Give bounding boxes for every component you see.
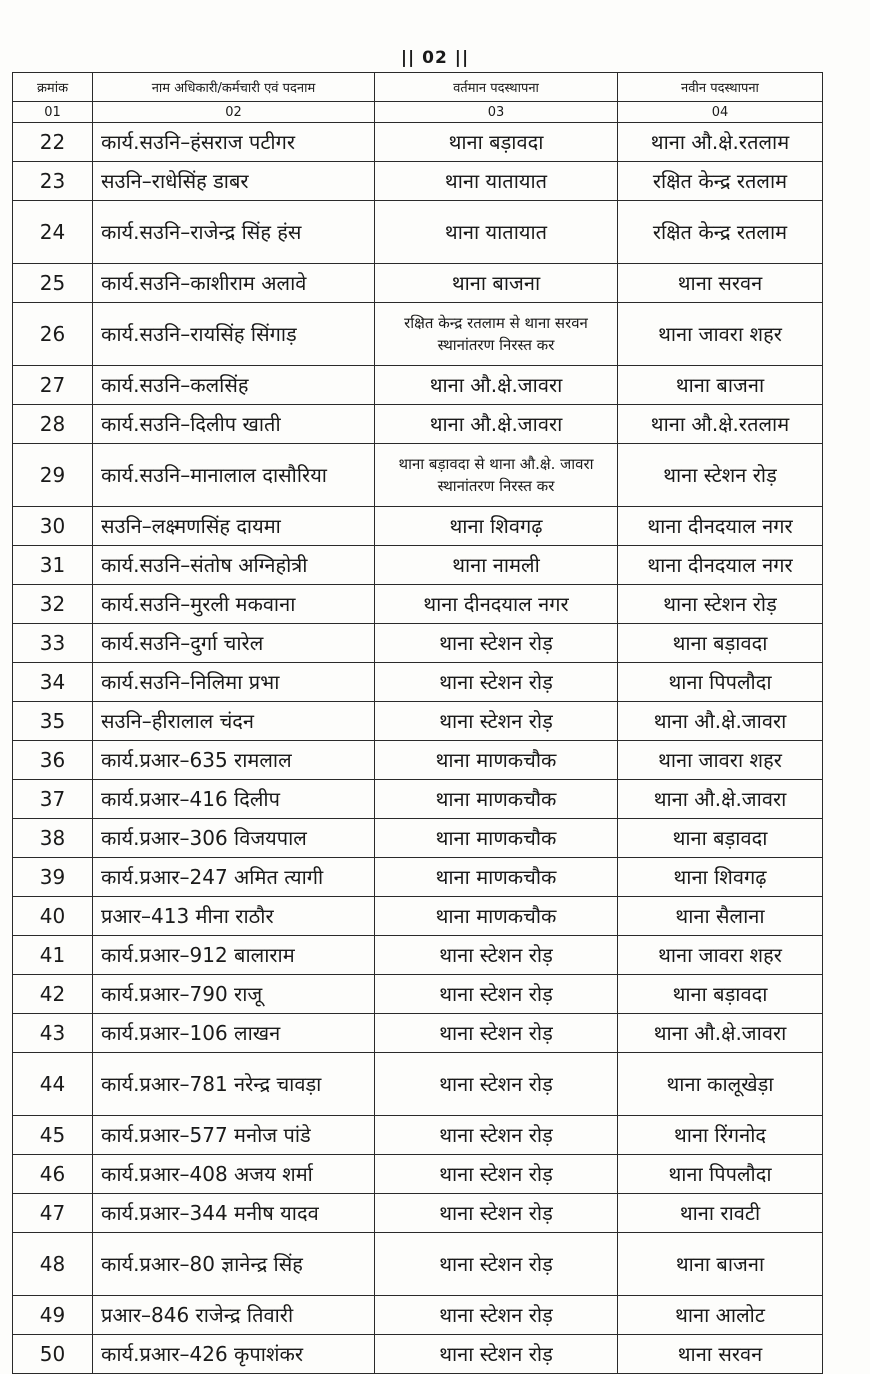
header-new-posting: नवीन पदस्थापना [618, 73, 823, 102]
officer-name-cell: प्रआर–846 राजेन्द्र तिवारी [93, 1296, 375, 1335]
serial-number-cell: 45 [13, 1116, 93, 1155]
serial-number-cell: 30 [13, 507, 93, 546]
serial-number-cell: 47 [13, 1194, 93, 1233]
serial-number-cell: 39 [13, 858, 93, 897]
new-posting-cell: थाना बड़ावदा [618, 975, 823, 1014]
column-number: 03 [375, 102, 618, 123]
header-serial: क्रमांक [13, 73, 93, 102]
current-posting-cell: थाना स्टेशन रोड़ [375, 1296, 618, 1335]
new-posting-cell: थाना जावरा शहर [618, 303, 823, 366]
serial-number-cell: 46 [13, 1155, 93, 1194]
table-row [13, 123, 823, 162]
current-posting-cell: थाना माणकचौक [375, 858, 618, 897]
officer-name-cell: कार्य.सउनि–निलिमा प्रभा [93, 663, 375, 702]
serial-number-cell: 38 [13, 819, 93, 858]
serial-number-cell: 28 [13, 405, 93, 444]
officer-name-cell: कार्य.प्रआर–577 मनोज पांडे [93, 1116, 375, 1155]
officer-name-cell: कार्य.सउनि–राजेन्द्र सिंह हंस [93, 201, 375, 264]
new-posting-cell: थाना रिंगनोद [618, 1116, 823, 1155]
header-name: नाम अधिकारी/कर्मचारी एवं पदनाम [93, 73, 375, 102]
table-row [13, 858, 823, 897]
current-posting-cell: थाना शिवगढ़ [375, 507, 618, 546]
current-posting-cell: थाना स्टेशन रोड़ [375, 1014, 618, 1053]
officer-name-cell: कार्य.प्रआर–247 अमित त्यागी [93, 858, 375, 897]
posting-note: थाना बड़ावदा से थाना औ.क्षे. जावरा स्थानांतरण निरस्त कर [398, 455, 594, 495]
new-posting-cell: थाना शिवगढ़ [618, 858, 823, 897]
officer-name-cell: कार्य.प्रआर–344 मनीष यादव [93, 1194, 375, 1233]
current-posting-cell: थाना स्टेशन रोड़ [375, 1155, 618, 1194]
serial-number-cell: 25 [13, 264, 93, 303]
new-posting-cell: थाना औ.क्षे.जावरा [618, 1014, 823, 1053]
table-row [13, 405, 823, 444]
current-posting-cell [375, 303, 618, 366]
current-posting-cell: थाना बड़ावदा [375, 123, 618, 162]
officer-name-cell: कार्य.प्रआर–790 राजू [93, 975, 375, 1014]
table-row [13, 741, 823, 780]
new-posting-cell: थाना दीनदयाल नगर [618, 507, 823, 546]
officer-name-cell: कार्य.प्रआर–106 लाखन [93, 1014, 375, 1053]
officer-name-cell: कार्य.प्रआर–912 बालाराम [93, 936, 375, 975]
table-row [13, 1194, 823, 1233]
officer-name-cell: सउनि–हीरालाल चंदन [93, 702, 375, 741]
serial-number-cell: 33 [13, 624, 93, 663]
serial-number-cell: 44 [13, 1053, 93, 1116]
table-row [13, 624, 823, 663]
officer-name-cell: कार्य.प्रआर–306 विजयपाल [93, 819, 375, 858]
new-posting-cell: थाना बाजना [618, 366, 823, 405]
table-row [13, 1296, 823, 1335]
serial-number-cell: 50 [13, 1335, 93, 1374]
table-row [13, 936, 823, 975]
serial-number-cell: 48 [13, 1233, 93, 1296]
current-posting-cell: थाना माणकचौक [375, 819, 618, 858]
officer-name-cell: कार्य.प्रआर–408 अजय शर्मा [93, 1155, 375, 1194]
current-posting-cell: थाना स्टेशन रोड़ [375, 936, 618, 975]
officer-name-cell: कार्य.सउनि–हंसराज पटीगर [93, 123, 375, 162]
new-posting-cell: थाना स्टेशन रोड़ [618, 444, 823, 507]
new-posting-cell: थाना जावरा शहर [618, 936, 823, 975]
table-body [13, 102, 823, 1374]
current-posting-cell: थाना यातायात [375, 201, 618, 264]
column-number: 04 [618, 102, 823, 123]
posting-note: रक्षित केन्द्र रतलाम से थाना सरवन स्थानांतरण निरस्त कर [404, 314, 588, 354]
table-row [13, 264, 823, 303]
column-number-row [13, 102, 823, 123]
current-posting-cell: थाना स्टेशन रोड़ [375, 1233, 618, 1296]
table-row [13, 819, 823, 858]
officer-name-cell: कार्य.सउनि–रायसिंह सिंगाड़ [93, 303, 375, 366]
officer-name-cell: कार्य.सउनि–दुर्गा चारेल [93, 624, 375, 663]
officer-name-cell: कार्य.सउनि–काशीराम अलावे [93, 264, 375, 303]
officer-name-cell: प्रआर–413 मीना राठौर [93, 897, 375, 936]
table-row [13, 975, 823, 1014]
serial-number-cell: 27 [13, 366, 93, 405]
current-posting-cell: थाना स्टेशन रोड़ [375, 702, 618, 741]
serial-number-cell: 34 [13, 663, 93, 702]
serial-number-cell: 41 [13, 936, 93, 975]
column-number: 01 [13, 102, 93, 123]
current-posting-cell: थाना स्टेशन रोड़ [375, 975, 618, 1014]
new-posting-cell: थाना रावटी [618, 1194, 823, 1233]
new-posting-cell: थाना औ.क्षे.जावरा [618, 702, 823, 741]
table-row [13, 444, 823, 507]
officer-name-cell: सउनि–लक्ष्मणसिंह दायमा [93, 507, 375, 546]
table-row [13, 1155, 823, 1194]
table-row [13, 366, 823, 405]
officer-name-cell: कार्य.प्रआर–426 कृपाशंकर [93, 1335, 375, 1374]
current-posting-cell: थाना स्टेशन रोड़ [375, 663, 618, 702]
table-row [13, 897, 823, 936]
new-posting-cell: रक्षित केन्द्र रतलाम [618, 162, 823, 201]
table-row [13, 780, 823, 819]
new-posting-cell: थाना बड़ावदा [618, 624, 823, 663]
serial-number-cell: 43 [13, 1014, 93, 1053]
table-row [13, 1335, 823, 1374]
serial-number-cell: 37 [13, 780, 93, 819]
serial-number-cell: 29 [13, 444, 93, 507]
current-posting-cell: थाना माणकचौक [375, 741, 618, 780]
new-posting-cell: थाना औ.क्षे.रतलाम [618, 405, 823, 444]
table-row [13, 1116, 823, 1155]
officer-name-cell: कार्य.सउनि–संतोष अग्निहोत्री [93, 546, 375, 585]
serial-number-cell: 36 [13, 741, 93, 780]
table-row [13, 1233, 823, 1296]
table-row [13, 507, 823, 546]
new-posting-cell: थाना औ.क्षे.जावरा [618, 780, 823, 819]
officer-name-cell: कार्य.सउनि–मुरली मकवाना [93, 585, 375, 624]
officer-name-cell: कार्य.सउनि–दिलीप खाती [93, 405, 375, 444]
serial-number-cell: 42 [13, 975, 93, 1014]
serial-number-cell: 26 [13, 303, 93, 366]
serial-number-cell: 24 [13, 201, 93, 264]
transfer-table [12, 72, 823, 1374]
officer-name-cell: कार्य.सउनि–कलसिंह [93, 366, 375, 405]
new-posting-cell: थाना औ.क्षे.रतलाम [618, 123, 823, 162]
new-posting-cell: थाना स्टेशन रोड़ [618, 585, 823, 624]
new-posting-cell: रक्षित केन्द्र रतलाम [618, 201, 823, 264]
new-posting-cell: थाना सैलाना [618, 897, 823, 936]
new-posting-cell: थाना सरवन [618, 264, 823, 303]
officer-name-cell: कार्य.प्रआर–635 रामलाल [93, 741, 375, 780]
header-row [13, 73, 823, 102]
table-row [13, 702, 823, 741]
serial-number-cell: 23 [13, 162, 93, 201]
current-posting-cell: थाना स्टेशन रोड़ [375, 1335, 618, 1374]
current-posting-cell: थाना औ.क्षे.जावरा [375, 405, 618, 444]
new-posting-cell: थाना कालूखेड़ा [618, 1053, 823, 1116]
table-row [13, 1014, 823, 1053]
new-posting-cell: थाना पिपलौदा [618, 1155, 823, 1194]
new-posting-cell: थाना पिपलौदा [618, 663, 823, 702]
table-row [13, 663, 823, 702]
officer-name-cell: कार्य.प्रआर–80 ज्ञानेन्द्र सिंह [93, 1233, 375, 1296]
table-row [13, 201, 823, 264]
current-posting-cell: थाना माणकचौक [375, 897, 618, 936]
officer-name-cell: कार्य.प्रआर–416 दिलीप [93, 780, 375, 819]
new-posting-cell: थाना आलोट [618, 1296, 823, 1335]
current-posting-cell: थाना स्टेशन रोड़ [375, 1194, 618, 1233]
current-posting-cell: थाना स्टेशन रोड़ [375, 1053, 618, 1116]
new-posting-cell: थाना बाजना [618, 1233, 823, 1296]
serial-number-cell: 35 [13, 702, 93, 741]
new-posting-cell: थाना जावरा शहर [618, 741, 823, 780]
table-row [13, 585, 823, 624]
new-posting-cell: थाना बड़ावदा [618, 819, 823, 858]
current-posting-cell: थाना नामली [375, 546, 618, 585]
officer-name-cell: सउनि–राधेसिंह डाबर [93, 162, 375, 201]
table-row [13, 1053, 823, 1116]
new-posting-cell: थाना दीनदयाल नगर [618, 546, 823, 585]
table-row [13, 303, 823, 366]
page-number: || 02 || [400, 48, 470, 68]
table-row [13, 546, 823, 585]
officer-name-cell: कार्य.प्रआर–781 नरेन्द्र चावड़ा [93, 1053, 375, 1116]
serial-number-cell: 49 [13, 1296, 93, 1335]
current-posting-cell: थाना स्टेशन रोड़ [375, 1116, 618, 1155]
new-posting-cell: थाना सरवन [618, 1335, 823, 1374]
serial-number-cell: 40 [13, 897, 93, 936]
table-row [13, 162, 823, 201]
officer-name-cell: कार्य.सउनि–मानालाल दासौरिया [93, 444, 375, 507]
current-posting-cell: थाना बाजना [375, 264, 618, 303]
current-posting-cell: थाना दीनदयाल नगर [375, 585, 618, 624]
current-posting-cell: थाना यातायात [375, 162, 618, 201]
current-posting-cell: थाना स्टेशन रोड़ [375, 624, 618, 663]
current-posting-cell [375, 444, 618, 507]
serial-number-cell: 31 [13, 546, 93, 585]
serial-number-cell: 22 [13, 123, 93, 162]
serial-number-cell: 32 [13, 585, 93, 624]
current-posting-cell: थाना औ.क्षे.जावरा [375, 366, 618, 405]
column-number: 02 [93, 102, 375, 123]
header-current-posting: वर्तमान पदस्थापना [375, 73, 618, 102]
current-posting-cell: थाना माणकचौक [375, 780, 618, 819]
